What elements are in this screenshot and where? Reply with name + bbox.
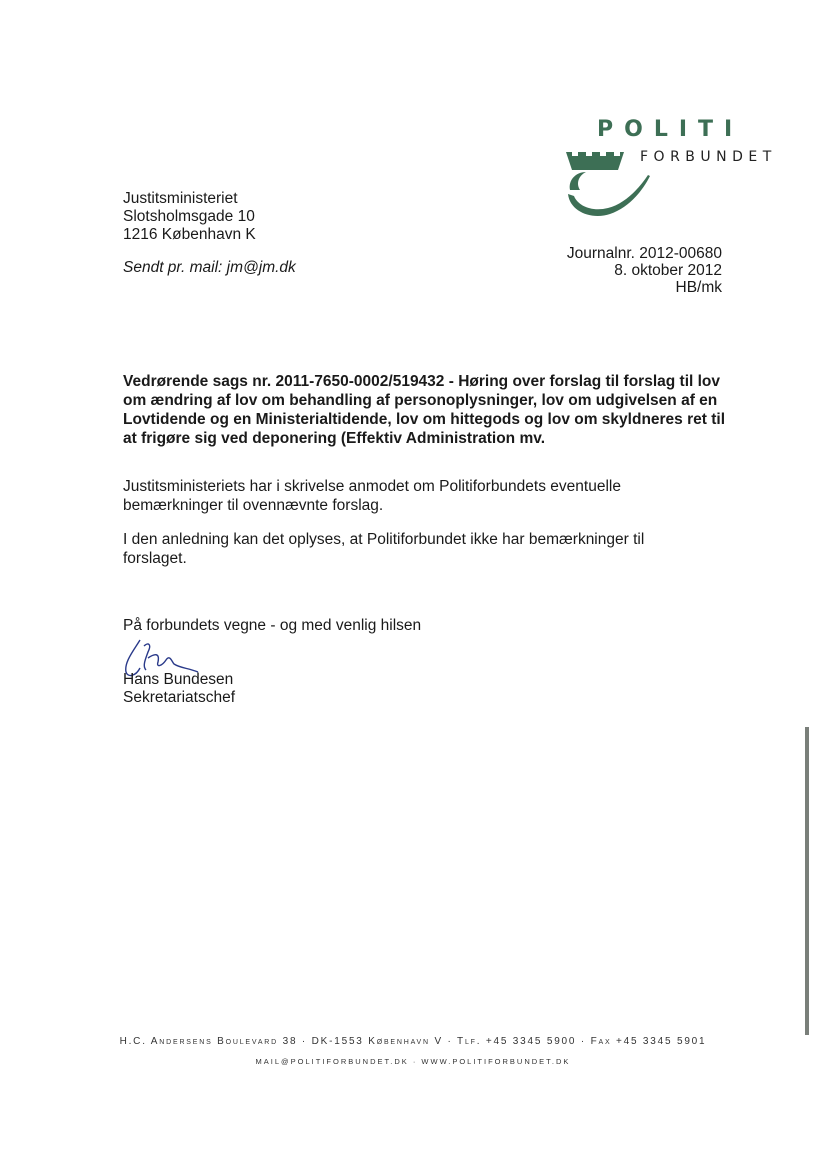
politiforbundet-crown-eye-logo-icon — [558, 146, 654, 228]
body-paragraph-1: Justitsministeriets har i skrivelse anmodet om Politiforbundets eventuelle bemærkninger til ovennævnte forslag. — [123, 478, 621, 514]
footer-contact: MAIL@POLITIFORBUNDET.DK · WWW.POLITIFORBUNDET.DK — [255, 1057, 571, 1066]
addressee-street: Slotsholmsgade 10 — [123, 208, 255, 225]
signer-block — [123, 671, 235, 707]
logo-word-forbundet: FORBUNDET — [640, 149, 777, 165]
addressee-block — [123, 190, 256, 244]
reference-block — [567, 245, 722, 296]
closing-greeting: På forbundets vegne - og med venlig hilsen — [123, 617, 422, 634]
body-paragraph-2: I den anledning kan det oplyses, at Politiforbundet ikke har bemærkninger til forslaget. — [123, 531, 645, 567]
initials: HB/mk — [675, 279, 722, 296]
page-edge-bar — [805, 727, 809, 1035]
addressee-city: 1216 København K — [123, 226, 256, 243]
signer-title: Sekretariatschef — [123, 689, 235, 706]
logo-word-politi: POLITI — [597, 117, 744, 142]
subject-line: Vedrørende sags nr. 2011-7650-0002/519432 - Høring over forslag til forslag til lov om ændring af lov om behandling af personoplysninger, lov om udgivelsen af en Lovtidende og en Ministerialtidende, lov om hittegods og lov om skyldneres ret til at frigøre sig ved deponering (Effektiv Administration mv. — [123, 373, 726, 447]
sent-via-email: Sendt pr. mail: jm@jm.dk — [123, 259, 296, 276]
signer-name: Hans Bundesen — [123, 671, 234, 688]
footer-address: H.C. Andersens Boulevard 38 · DK-1553 København V · Tlf. +45 3345 5900 · Fax +45 3345 5901 — [119, 1036, 707, 1047]
journal-number: Journalnr. 2012-00680 — [566, 245, 722, 262]
addressee-name: Justitsministeriet — [123, 190, 238, 207]
letter-date: 8. oktober 2012 — [614, 262, 722, 279]
